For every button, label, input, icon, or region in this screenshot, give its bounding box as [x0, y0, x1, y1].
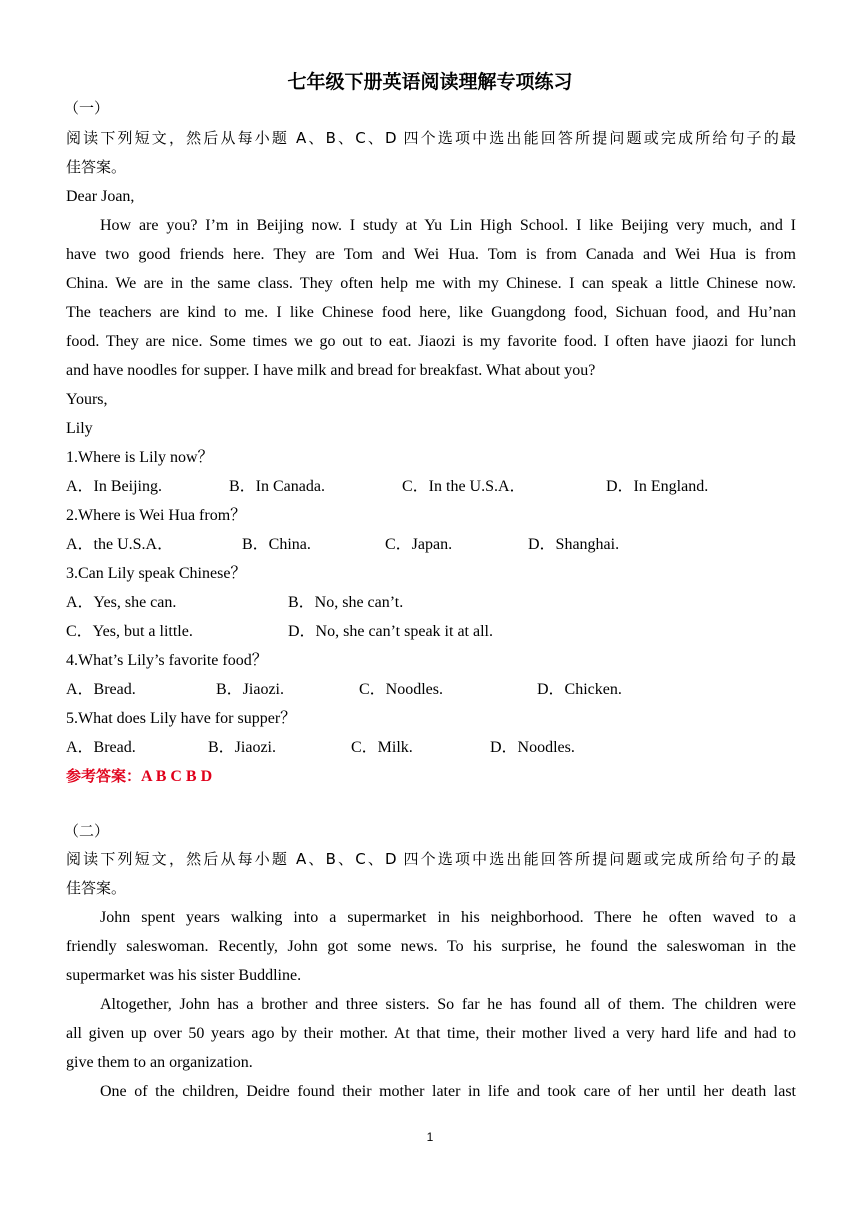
option-a: A．Yes, she can.	[66, 594, 177, 611]
option-a: A．In Beijing.	[66, 478, 162, 495]
letter-line: have two good friends here. They are Tom and Wei Hua. Tom is from Canada and Wei Hua is from	[66, 246, 796, 263]
letter-line: The teachers are kind to me. I like Chinese food here, like Guangdong food, Sichuan food, and Hu’nan	[66, 304, 796, 321]
option-b: B．China.	[242, 536, 311, 553]
question: 3.Can Lily speak Chinese？	[66, 565, 247, 582]
option-a: A．Bread.	[66, 739, 136, 756]
options-row	[66, 472, 796, 501]
section-1-label: （一）	[64, 99, 110, 117]
option-c: C．Japan.	[385, 536, 453, 553]
option-d: D．No, she can’t speak it at all.	[288, 623, 493, 640]
option-c: C．Yes, but a little.	[66, 623, 193, 640]
options-row	[66, 675, 796, 704]
answer-label: 参考答案：	[66, 767, 142, 785]
options-row	[66, 588, 796, 617]
options-row	[66, 530, 796, 559]
passage-line: Altogether, John has a brother and three sisters. So far he has found all of them. The children were	[100, 996, 796, 1013]
section-2-content	[66, 845, 796, 1106]
letter-line: How are you? I’m in Beijing now. I study at Yu Lin High School. I like Beijing very much, and I	[100, 217, 796, 234]
instruction-line: 阅读下列短文，然后从每小题 A、B、C、D 四个选项中选出能回答所提问题或完成所给句子的最	[66, 850, 796, 868]
section-1-content	[66, 124, 796, 791]
letter-signature: Lily	[66, 420, 93, 437]
question: 4.What’s Lily’s favorite food？	[66, 652, 268, 669]
letter-line: China. We are in the same class. They often help me with my Chinese. I can speak a little Chinese now.	[66, 275, 796, 292]
letter-line: and have noodles for supper. I have milk and bread for breakfast. What about you?	[66, 362, 596, 379]
option-b: B．No, she can’t.	[288, 594, 404, 611]
page-number: 1	[426, 1130, 434, 1144]
option-d: D．Chicken.	[537, 681, 622, 698]
salutation: Dear Joan,	[66, 188, 135, 205]
option-d: D．In England.	[606, 478, 709, 495]
passage-line: One of the children, Deidre found their mother later in life and took care of her until her death last	[100, 1083, 796, 1100]
question: 5.What does Lily have for supper？	[66, 710, 297, 727]
option-c: C．In the U.S.A．	[402, 478, 526, 495]
letter-line: food. They are nice. Some times we go out to eat. Jiaozi is my favorite food. I often have jiaozi for lunch	[66, 333, 796, 350]
passage-line: all given up over 50 years ago by their mother. At that time, their mother lived a very hard life and had to	[66, 1025, 796, 1042]
option-b: B．In Canada.	[229, 478, 325, 495]
passage-line: John spent years walking into a supermarket in his neighborhood. There he often waved to a	[100, 909, 796, 926]
page-title: 七年级下册英语阅读理解专项练习	[287, 71, 573, 93]
passage-line: give them to an organization.	[66, 1054, 253, 1071]
instruction-line: 阅读下列短文，然后从每小题 A、B、C、D 四个选项中选出能回答所提问题或完成所给句子的最	[66, 129, 796, 147]
question: 2.Where is Wei Hua from？	[66, 507, 247, 524]
instruction-line: 佳答案。	[66, 879, 127, 897]
section-2-label: （二）	[64, 822, 110, 840]
answer-value: A B C B D	[141, 768, 213, 785]
option-a: A．Bread.	[66, 681, 136, 698]
option-c: C．Milk.	[351, 739, 413, 756]
options-row	[66, 733, 796, 762]
option-b: B．Jiaozi.	[208, 739, 276, 756]
option-c: C．Noodles.	[359, 681, 444, 698]
option-d: D．Shanghai.	[528, 536, 620, 553]
option-d: D．Noodles.	[490, 739, 575, 756]
option-b: B．Jiaozi.	[216, 681, 284, 698]
options-row	[66, 617, 796, 646]
letter-closing: Yours,	[66, 391, 108, 408]
passage-line: friendly saleswoman. Recently, John got some news. To his surprise, he found the saleswoman in the	[66, 938, 796, 955]
option-a: A．the U.S.A．	[66, 536, 174, 553]
passage-line: supermarket was his sister Buddline.	[66, 967, 302, 984]
answer-key	[66, 762, 796, 791]
instruction-line: 佳答案。	[66, 158, 127, 176]
question: 1.Where is Lily now？	[66, 449, 214, 466]
